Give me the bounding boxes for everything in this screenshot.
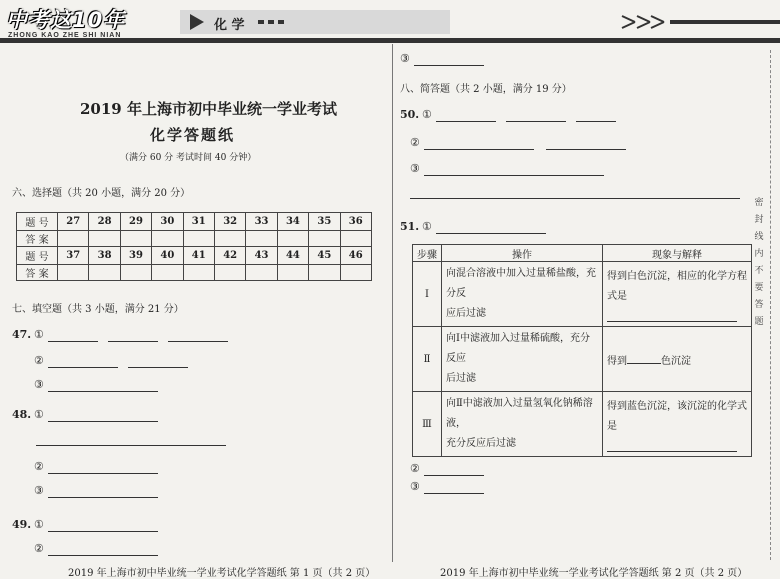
answer-line[interactable] [576,121,616,122]
answer-cell[interactable] [340,265,371,281]
answer-cell[interactable] [58,231,89,247]
blank-marker: ② [410,462,420,475]
answer-cell[interactable] [246,265,277,281]
blank-marker: ③ [34,378,44,391]
result-text: 得到 [607,355,627,367]
blank-marker: ③ [410,162,420,175]
blank-marker: ① [34,408,44,421]
step-number: Ⅰ [413,262,442,327]
question-number: 28 [89,213,120,231]
table-row [413,392,752,457]
blank-marker: ① [422,108,432,121]
question-number: 42 [214,247,245,265]
operation-text: 向Ⅱ中滤液加入过量氢氧化钠稀溶液， [446,398,593,429]
logo-subtitle: ZHONG KAO ZHE SHI NIAN [8,32,122,39]
footer-left: 2019 年上海市初中毕业统一学业考试化学答题纸 第 1 页（共 2 页） [68,568,376,579]
question-number: 46 [340,247,371,265]
answer-cell[interactable] [89,231,120,247]
q49-label: 49. [12,518,32,531]
exam-info: （满分 60 分 考试时间 40 分钟） [120,153,257,163]
answer-cell[interactable] [246,231,277,247]
operation-text: 后过滤 [446,373,476,384]
question-number: 29 [120,213,151,231]
seal-char: 要 [754,283,764,293]
operation-text: 向混合溶液中加入过量稀盐酸，充分反 [446,268,596,299]
section7-heading: 七、填空题（共 3 小题，满分 21 分） [12,304,184,315]
logo-text: 中考这10年 [6,8,126,32]
section8-heading: 八、简答题（共 2 小题，满分 19 分） [400,84,572,95]
answer-cell[interactable] [309,231,340,247]
table-row [413,262,752,327]
answer-line[interactable] [48,341,98,342]
answer-cell[interactable] [277,265,308,281]
table-row [17,213,372,231]
answer-line[interactable] [506,121,566,122]
section6-heading: 六、选择题（共 20 小题，满分 20 分） [12,188,191,199]
answer-line[interactable] [424,149,534,150]
answer-sheet-title: 化学答题纸 [150,126,236,144]
question-number: 39 [120,247,151,265]
q47-label: 47. [12,328,32,341]
operation-cell [442,392,603,457]
table-row [413,327,752,392]
result-text: 得到白色沉淀，相应的化学方程式是 [607,270,747,302]
seal-char: 封 [754,215,764,225]
answer-cell[interactable] [58,265,89,281]
answer-cell[interactable] [120,265,151,281]
answer-line[interactable] [546,149,626,150]
answer-line[interactable] [627,353,661,364]
answer-cell[interactable] [340,231,371,247]
blank-marker: ③ [400,52,410,65]
answer-line[interactable] [48,421,158,422]
subject-label: 化 学 [214,18,245,33]
answer-cell[interactable] [183,265,214,281]
exam-title: 2019 年上海市初中毕业统一学业考试 [80,100,337,118]
choice-answer-table [16,212,372,281]
answer-line[interactable] [424,475,484,476]
seal-char: 密 [754,198,764,208]
answer-line[interactable] [128,367,188,368]
answer-line[interactable] [436,233,546,234]
blank-marker: ① [34,328,44,341]
answer-line[interactable] [48,367,118,368]
row-label: 答 案 [17,231,58,247]
answer-cell[interactable] [214,231,245,247]
operation-text: 向Ⅰ中滤液加入过量稀硫酸，充分反应 [446,333,590,364]
question-number: 38 [89,247,120,265]
header-step: 步骤 [413,245,442,262]
answer-line[interactable] [424,493,484,494]
result-cell [603,392,752,457]
answer-line[interactable] [48,391,158,392]
question-number: 37 [58,247,89,265]
question-number: 35 [309,213,340,231]
answer-line[interactable] [36,445,226,446]
seal-line-notice [752,195,766,331]
question-number: 44 [277,247,308,265]
question-number: 30 [152,213,183,231]
seal-char: 不 [754,266,764,276]
table-row [17,247,372,265]
answer-line[interactable] [48,473,158,474]
blank-marker: ① [34,518,44,531]
answer-line[interactable] [424,175,604,176]
blank-marker: ② [410,136,420,149]
operation-cell [442,262,603,327]
answer-cell[interactable] [120,231,151,247]
seal-dashed-line [770,50,772,560]
answer-cell[interactable] [277,231,308,247]
blank-marker: ② [34,460,44,473]
footer-right: 2019 年上海市初中毕业统一学业考试化学答题纸 第 2 页（共 2 页） [440,568,748,579]
seal-char: 题 [754,317,764,327]
question-number: 34 [277,213,308,231]
result-text: 色沉淀 [661,355,691,367]
question-number: 40 [152,247,183,265]
row-label: 题 号 [17,213,58,231]
question-number: 33 [246,213,277,231]
question-number: 41 [183,247,214,265]
answer-line[interactable] [108,341,158,342]
answer-cell[interactable] [309,265,340,281]
result-text: 得到蓝色沉淀，该沉淀的化学式是 [607,400,747,432]
blank-marker: ③ [410,480,420,493]
blank-marker: ① [422,220,432,233]
question-number: 32 [214,213,245,231]
answer-cell[interactable] [89,265,120,281]
seal-char: 答 [754,300,764,310]
answer-cell[interactable] [152,265,183,281]
table-row [17,231,372,247]
q48-label: 48. [12,408,32,421]
q50-label: 50. [400,108,420,121]
question-number: 45 [309,247,340,265]
question-number: 36 [340,213,371,231]
question-number: 43 [246,247,277,265]
row-label: 答 案 [17,265,58,281]
header-result: 现象与解释 [603,245,752,262]
table-row [17,265,372,281]
q51-label: 51. [400,220,420,233]
answer-cell[interactable] [152,231,183,247]
step-number: Ⅲ [413,392,442,457]
blank-marker: ③ [34,484,44,497]
question-number: 31 [183,213,214,231]
answer-line[interactable] [436,121,496,122]
row-label: 题 号 [17,247,58,265]
seal-char: 内 [754,249,764,259]
answer-line[interactable] [48,497,158,498]
experiment-steps-table [412,244,752,457]
answer-line[interactable] [607,307,737,322]
seal-char: 线 [754,232,764,242]
operation-cell [442,327,603,392]
blank-marker: ② [34,542,44,555]
header-operation: 操作 [442,245,603,262]
answer-cell[interactable] [183,231,214,247]
question-number: 27 [58,213,89,231]
answer-line[interactable] [607,437,737,452]
operation-text: 应后过滤 [446,308,486,319]
answer-line[interactable] [168,341,228,342]
result-cell [603,262,752,327]
blank-marker: ② [34,354,44,367]
answer-line[interactable] [410,198,740,199]
step-number: Ⅱ [413,327,442,392]
page-divider [392,44,393,562]
table-row [413,245,752,262]
answer-cell[interactable] [214,265,245,281]
operation-text: 充分反应后过滤 [446,438,516,449]
answer-line[interactable] [48,531,158,532]
answer-line[interactable] [414,65,484,66]
answer-line[interactable] [48,555,158,556]
result-cell [603,327,752,392]
